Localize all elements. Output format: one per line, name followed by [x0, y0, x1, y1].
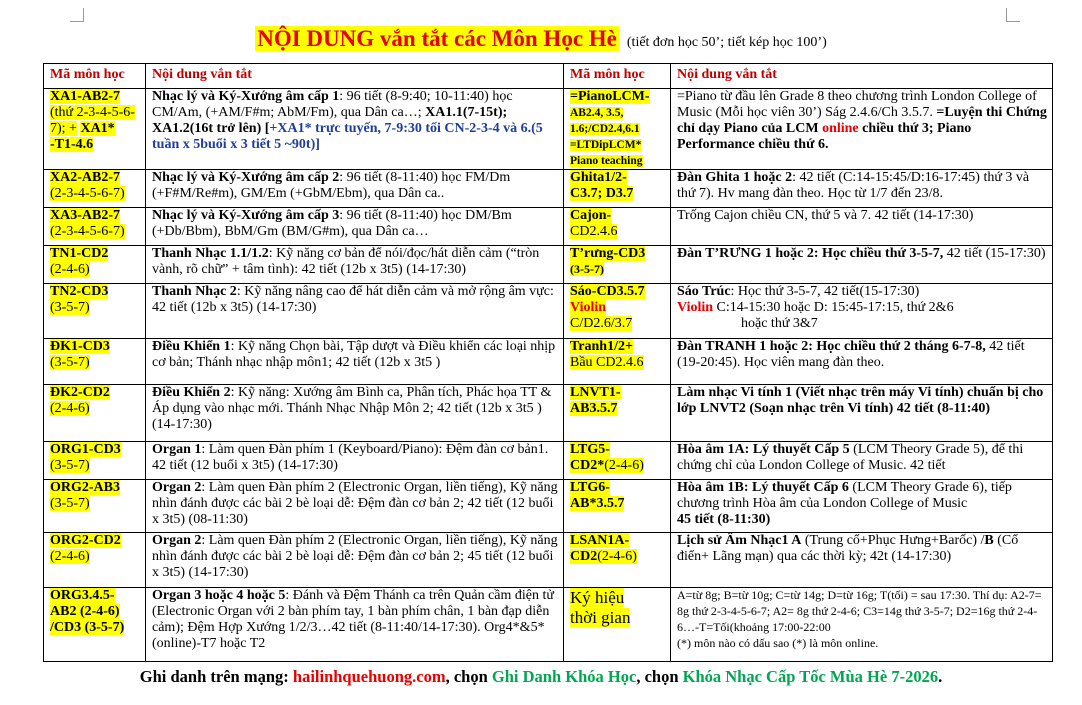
- course-code-cell: TN2-CD3 (3-5-7): [44, 284, 146, 339]
- course-desc-cell: Hòa âm 1A: Lý thuyết Cấp 5 (LCM Theory Grade 5), để thi chứng chỉ của London College of Music. 42 tiết: [671, 442, 1053, 480]
- table-row: [44, 246, 1053, 284]
- course-desc-cell: Đàn T’RƯNG 1 hoặc 2: Học chiều thứ 3-5-7, 42 tiết (15-17:30): [671, 246, 1053, 284]
- website-link[interactable]: hailinhquehuong.com: [292, 667, 446, 686]
- course-desc-cell: Nhạc lý và Ký-Xướng âm cấp 1: 96 tiết (8-9:40; 10-11:40) học CM/Am, (+AM/F#m; AbM/Fm), qua Dân ca…; XA1.1(7-15t); XA1.2(16t trở lên) [+XA1* trực tuyến, 7-9:30 tối CN-2-3-4 và 6.(5 tuần x 5buổi x 3 tiết 5 ~90t)]: [146, 89, 564, 170]
- course-desc-cell: Điều Khiển 2: Kỹ năng: Xướng âm Bình ca, Phân tích, Phác họa TT & Áp dụng vào nhạc mới. Thánh Nhạc Nhập Môn 2; 42 tiết (12b x 3t5 ) (14-17:30): [146, 385, 564, 442]
- page-corner-mark-right: [1006, 8, 1020, 22]
- header-code-right: Mã môn học: [564, 64, 671, 89]
- footer-prefix: Ghi danh trên mạng:: [139, 667, 289, 686]
- header-code-left: Mã môn học: [44, 64, 146, 89]
- header-desc-left: Nội dung vắn tắt: [146, 64, 564, 89]
- course-code-cell: LTG5- CD2*(2-4-6): [564, 442, 671, 480]
- table-row: [44, 339, 1053, 385]
- course-desc-cell: Nhạc lý và Ký-Xướng âm cấp 2: 96 tiết (8-11:40) học FM/Dm (+F#M/Re#m), GM/Em (+GbM/Ebm), qua Dân ca..: [146, 170, 564, 208]
- course-code-cell: XA3-AB2-7 (2-3-4-5-6-7): [44, 208, 146, 246]
- course-code-cell: ORG2-CD2 (2-4-6): [44, 533, 146, 588]
- table-row: [44, 208, 1053, 246]
- course-code-cell: Ghita1/2- C3.7; D3.7: [564, 170, 671, 208]
- course-code-cell: Cajon- CD2.4.6: [564, 208, 671, 246]
- course-desc-cell: Thanh Nhạc 2: Kỹ năng nâng cao để hát diễn cảm và mở rộng âm vực: 42 tiết (12b x 3t5) (14-17:30): [146, 284, 564, 339]
- course-code-cell: Sáo-CD3.5.7 Violin C/D2.6/3.7: [564, 284, 671, 339]
- course-code-cell: TN1-CD2 (2-4-6): [44, 246, 146, 284]
- course-desc-cell: Làm nhạc Vi tính 1 (Viết nhạc trên máy Vi tính) chuẩn bị cho lớp LNVT2 (Soạn nhạc trên Vi tính) 42 tiết (8-11:40): [671, 385, 1053, 442]
- course-code-cell: XA2-AB2-7 (2-3-4-5-6-7): [44, 170, 146, 208]
- course-code-cell: T’rưng-CD3 (3-5-7): [564, 246, 671, 284]
- table-row: [44, 284, 1053, 339]
- course-desc-cell: Điều Khiển 1: Kỹ năng Chọn bài, Tập dượt và Điều khiển các loại nhịp cơ bản; Thánh nhạc nhập môn1; 42 tiết (12b x 3t5 ): [146, 339, 564, 385]
- course-code-cell: ORG1-CD3 (3-5-7): [44, 442, 146, 480]
- course-code-cell: ĐK1-CD3 (3-5-7): [44, 339, 146, 385]
- title-subtitle: (tiết đơn học 50’; tiết kép học 100’): [626, 35, 827, 50]
- course-desc-cell: Organ 3 hoặc 4 hoặc 5: Đánh và Đệm Thánh ca trên Quản cầm điện tử (Electronic Organ với 2 bàn phím tay, 1 bàn phím chân, 1 bàn đạp diễn cảm); Đệm Hợp Xướng 1/2/3…42 tiết (8-11:40/14-17:30). Org4*&5* (online)-T7 hoặc T2: [146, 588, 564, 662]
- table-row: [44, 533, 1053, 588]
- course-desc-cell: Đàn TRANH 1 hoặc 2: Học chiều thứ 2 tháng 6-7-8, 42 tiết (19-20:45). Học viên mang đàn theo.: [671, 339, 1053, 385]
- course-code-cell: XA1-AB2-7 (thứ 2-3-4-5-6-7); + XA1* -T1-4.6: [44, 89, 146, 170]
- footer-mid: , chọn: [445, 667, 488, 686]
- menu-summer-course[interactable]: Khóa Nhạc Cấp Tốc Mùa Hè 7-2026: [682, 667, 939, 686]
- course-desc-cell: Thanh Nhạc 1.1/1.2: Kỹ năng cơ bản để nói/đọc/hát diễn cảm (“tròn vành, rõ chữ” + tâm tình): 42 tiết (12b x 3t5) (14-17:30): [146, 246, 564, 284]
- table-row: [44, 480, 1053, 533]
- table-header-row: [44, 64, 1053, 89]
- course-code-cell: =PianoLCM- AB2.4, 3.5, 1.6;/CD2.4,6.1 =LTDipLCM* Piano teaching: [564, 89, 671, 170]
- course-desc-cell: A=từ 8g; B=từ 10g; C=từ 14g; D=từ 16g; T(tối) = sau 17:30. Thí dụ: A2-7= 8g thứ 2-3-4-5-6-7; A2= 8g thứ 2-4-6; C3=14g thứ 3-5-7; D2=16g thứ 2-4-6…-T=Tối(khoảng 17:00-22:00 (*) môn nào có dấu sao (*) là môn online.: [671, 588, 1053, 662]
- course-code-cell: ĐK2-CD2 (2-4-6): [44, 385, 146, 442]
- course-desc-cell: Organ 2: Làm quen Đàn phím 2 (Electronic Organ, liền tiếng), Kỹ năng nhìn đánh được các bài 2 bè loại dễ: Đệm đàn cơ bản 2; 45 tiết (12 buổi x 3t5) (14-17:30): [146, 533, 564, 588]
- course-desc-cell: =Piano từ đầu lên Grade 8 theo chương trình London College of Music (Mỗi học viên 30’) Ság 2.4.6/Ch 3.5.7. =Luyện thi Chứng chỉ dạy Piano của LCM online chiều thứ 3; Piano Performance chiều thứ 6.: [671, 89, 1053, 170]
- course-desc-cell: Sáo Trúc: Học thứ 3-5-7, 42 tiết(15-17:30) Violin C:14-15:30 hoặc D: 15:45-17:15, thứ 2&6 hoặc thứ 3&7: [671, 284, 1053, 339]
- course-code-cell: LNVT1- AB3.5.7: [564, 385, 671, 442]
- course-table: [43, 63, 1053, 662]
- course-code-cell: Ký hiệu thời gian: [564, 588, 671, 662]
- course-code-cell: ORG3.4.5- AB2 (2-4-6) /CD3 (3-5-7): [44, 588, 146, 662]
- table-row: [44, 442, 1053, 480]
- course-code-cell: LSAN1A- CD2(2-4-6): [564, 533, 671, 588]
- course-desc-cell: Organ 2: Làm quen Đàn phím 2 (Electronic Organ, liền tiếng), Kỹ năng nhìn đánh được các bài 2 bè loại dễ: Đệm đàn cơ bản 2; 42 tiết (12 buổi x 3t5) (08-11:30): [146, 480, 564, 533]
- registration-footer: [0, 667, 1082, 687]
- course-desc-cell: Trống Cajon chiều CN, thứ 5 và 7. 42 tiết (14-17:30): [671, 208, 1053, 246]
- page-corner-mark-left: [70, 8, 84, 22]
- menu-register-course[interactable]: Ghi Danh Khóa Học: [491, 667, 637, 686]
- course-desc-cell: Hòa âm 1B: Lý thuyết Cấp 6 (LCM Theory Grade 6), tiếp chương trình Hòa âm của London College of Music 45 tiết (8-11:30): [671, 480, 1053, 533]
- course-desc-cell: Đàn Ghita 1 hoặc 2: 42 tiết (C:14-15:45/D:16-17:45) thứ 3 và thứ 7). Hv mang đàn theo. Học từ 1/7 đến 23/8.: [671, 170, 1053, 208]
- course-code-cell: Tranh1/2+ Bầu CD2.4.6: [564, 339, 671, 385]
- table-row: [44, 385, 1053, 442]
- course-desc-cell: Nhạc lý và Ký-Xướng âm cấp 3: 96 tiết (8-11:40) học DM/Bm (+Db/Bbm), BbM/Gm (BM/G#m), qua Dân ca…: [146, 208, 564, 246]
- title-main: NỘI DUNG vắn tắt các Môn Học Hè: [257, 26, 617, 51]
- table-row: [44, 89, 1053, 170]
- document-title: [0, 26, 1082, 52]
- course-code-cell: LTG6- AB*3.5.7: [564, 480, 671, 533]
- course-desc-cell: Organ 1: Làm quen Đàn phím 1 (Keyboard/Piano): Đệm đàn cơ bản1. 42 tiết (12 buổi x 3t5) (14-17:30): [146, 442, 564, 480]
- course-desc-cell: Lịch sử Âm Nhạc1 A (Trung cổ+Phục Hưng+Barốc) /B (Cổ điển+ Lãng mạn) qua các thời kỳ; 42t (14-17:30): [671, 533, 1053, 588]
- footer-mid2: , chọn: [636, 667, 679, 686]
- table-row: [44, 170, 1053, 208]
- header-desc-right: Nội dung vắn tắt: [671, 64, 1053, 89]
- footer-end: .: [938, 667, 943, 686]
- table-row: [44, 588, 1053, 662]
- course-code-cell: ORG2-AB3 (3-5-7): [44, 480, 146, 533]
